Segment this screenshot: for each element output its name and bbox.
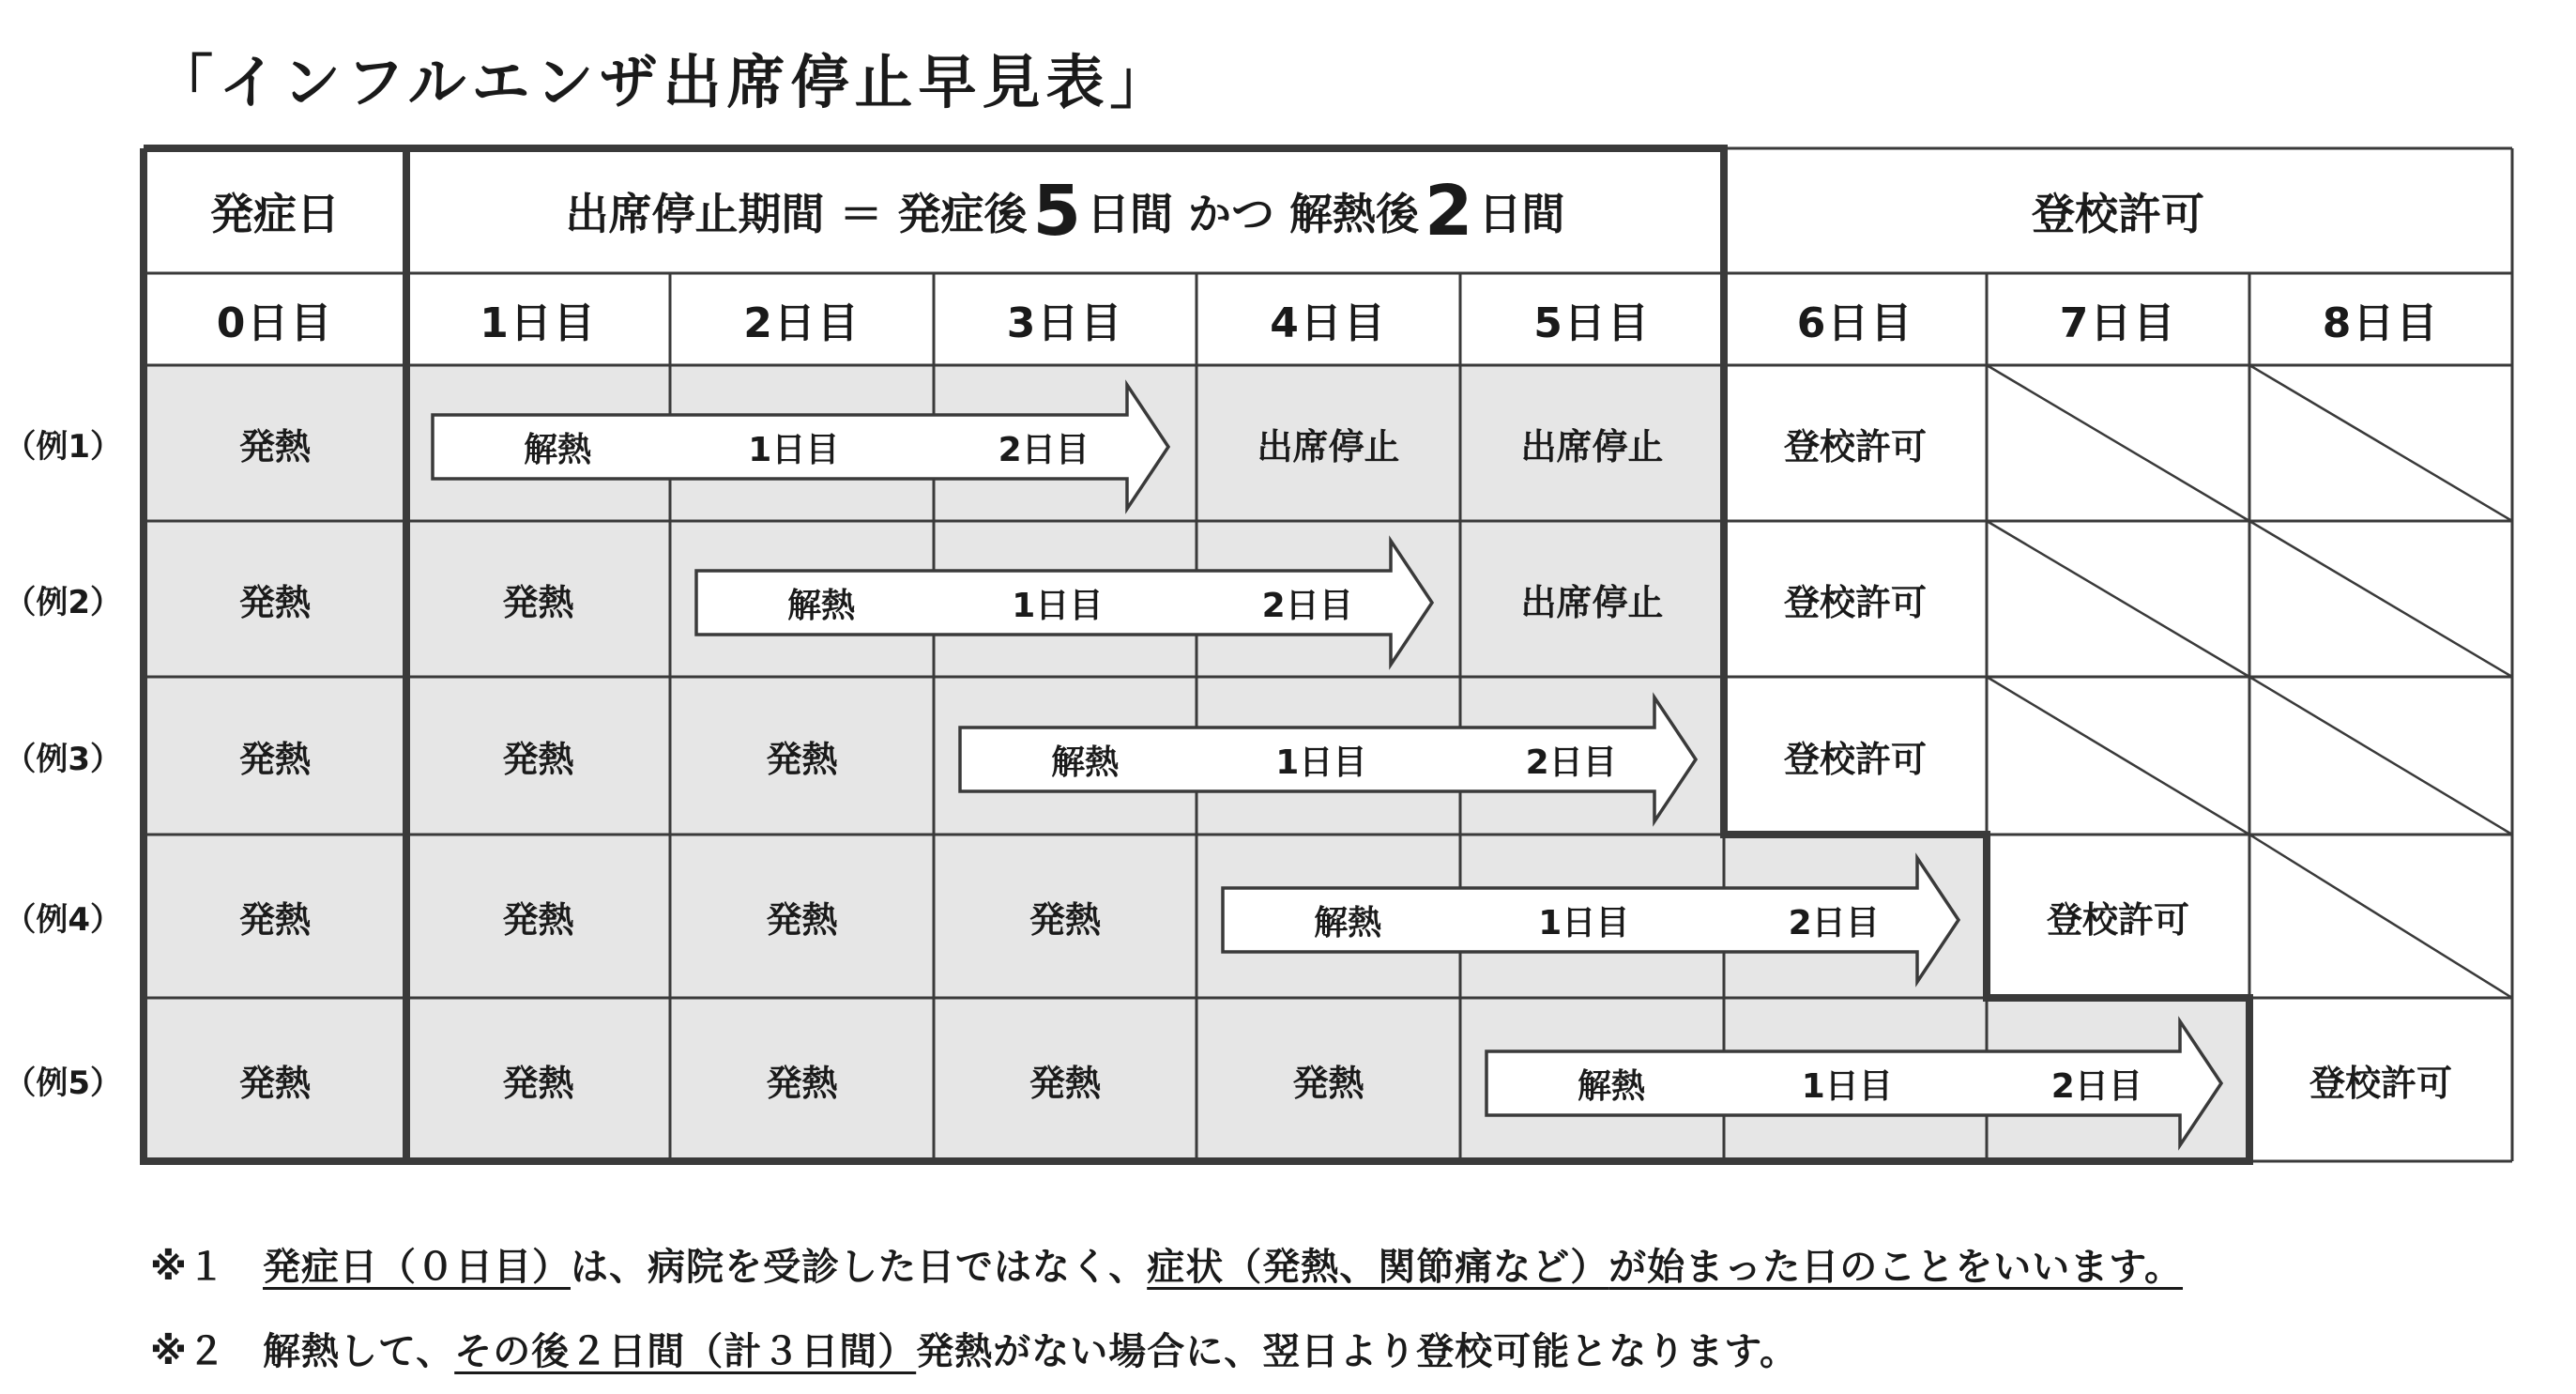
arrow-label: 1日目 xyxy=(1801,1066,1893,1106)
stop-cell: 出席停止 xyxy=(1520,425,1664,467)
note-text-b: は、病院を受診した日ではなく、 xyxy=(571,1246,1148,1289)
note-text-c: 症状（発熱、関節痛など） xyxy=(1147,1246,1609,1289)
diagonal-line xyxy=(2249,677,2512,835)
diagonal-line xyxy=(1987,365,2249,521)
note-text-c: 発熱がない場合に、翌日より登校可能となります。 xyxy=(916,1330,1799,1373)
diagonal-line xyxy=(2249,521,2512,677)
day-header: 2日目 xyxy=(743,299,861,347)
arrow-label: 解熱 xyxy=(1578,1066,1646,1106)
day-header: 8日目 xyxy=(2322,299,2440,347)
fever-cell: 発熱 xyxy=(502,738,574,780)
fever-cell: 発熱 xyxy=(502,1062,574,1104)
arrow-label: 1日目 xyxy=(1538,903,1630,942)
arrow-label: 2日目 xyxy=(1261,586,1353,625)
note-mark: ※２ xyxy=(150,1330,226,1373)
stop-cell: 出席停止 xyxy=(1520,581,1664,623)
row-label: （例5） xyxy=(4,1064,122,1102)
note-text-b: その後２日間（計３日間） xyxy=(454,1330,917,1373)
fever-cell: 発熱 xyxy=(1292,1062,1364,1104)
arrow-label: 解熱 xyxy=(524,430,592,469)
fever-cell: 発熱 xyxy=(238,1062,311,1104)
arrow-label: 解熱 xyxy=(1314,903,1382,942)
arrow-label: 1日目 xyxy=(748,430,840,469)
permit-cell: 登校許可 xyxy=(1783,738,1927,780)
arrow-label: 1日目 xyxy=(1012,586,1104,625)
fever-cell: 発熱 xyxy=(766,898,838,941)
diagonal-line xyxy=(2249,835,2512,998)
day-header: 6日目 xyxy=(1796,299,1914,347)
stop-period-header-part: 2 xyxy=(1425,170,1473,252)
fever-cell: 発熱 xyxy=(502,898,574,941)
fever-cell: 発熱 xyxy=(502,581,574,623)
arrow-label: 2日目 xyxy=(998,430,1090,469)
row-label: （例1） xyxy=(4,427,122,466)
note-text-a: 発症日（０日目） xyxy=(263,1246,571,1289)
stop-period-header-part: 日間 かつ 解熱後 xyxy=(1087,188,1420,239)
day-header: 5日目 xyxy=(1533,299,1651,347)
day-header: 4日目 xyxy=(1270,299,1387,347)
arrow-label: 2日目 xyxy=(1525,743,1617,782)
onset-day-header: 発症日 xyxy=(210,188,340,239)
fever-cell: 発熱 xyxy=(238,581,311,623)
fever-cell: 発熱 xyxy=(1029,898,1101,941)
permit-cell: 登校許可 xyxy=(1783,581,1927,623)
note-mark: ※１ xyxy=(150,1246,226,1289)
diagonal-line xyxy=(1987,521,2249,677)
day-header: 7日目 xyxy=(2059,299,2177,347)
permit-cell: 登校許可 xyxy=(2309,1062,2452,1104)
arrow-label: 解熱 xyxy=(787,586,856,625)
permission-header: 登校許可 xyxy=(2032,188,2204,239)
fever-cell: 発熱 xyxy=(1029,1062,1101,1104)
note-2 xyxy=(150,1322,1798,1375)
diagonal-line xyxy=(2249,365,2512,521)
day-header: 3日目 xyxy=(1006,299,1124,347)
arrow-label: 1日目 xyxy=(1275,743,1367,782)
note-1 xyxy=(150,1237,2183,1291)
row-label: （例2） xyxy=(4,583,122,621)
arrow-label: 2日目 xyxy=(2050,1066,2142,1106)
note-text-d: が始まった日のことをいいます。 xyxy=(1608,1246,2184,1289)
permit-cell: 登校許可 xyxy=(2046,898,2189,941)
stop-period-header-part: 日間 xyxy=(1478,188,1565,239)
permit-cell: 登校許可 xyxy=(1783,425,1927,467)
arrow-label: 2日目 xyxy=(1788,903,1880,942)
stop-cell: 出席停止 xyxy=(1257,425,1400,467)
diagonal-line xyxy=(1987,677,2249,835)
day-header: 0日目 xyxy=(216,299,334,347)
stop-period-header-part: 5 xyxy=(1032,170,1081,252)
page-title: 「インフルエンザ出席停止早見表」 xyxy=(155,48,1174,116)
row-label: （例3） xyxy=(4,740,122,778)
fever-cell: 発熱 xyxy=(766,738,838,780)
note-text-a: 解熱して、 xyxy=(263,1330,455,1373)
stop-period-header xyxy=(406,148,1724,273)
stop-period-header-part: 出席停止期間 ＝ 発症後 xyxy=(565,188,1028,239)
fever-cell: 発熱 xyxy=(238,738,311,780)
day-header: 1日目 xyxy=(480,299,597,347)
fever-cell: 発熱 xyxy=(238,425,311,467)
fever-cell: 発熱 xyxy=(238,898,311,941)
row-label: （例4） xyxy=(4,900,122,939)
arrow-label: 解熱 xyxy=(1051,743,1120,782)
fever-cell: 発熱 xyxy=(766,1062,838,1104)
